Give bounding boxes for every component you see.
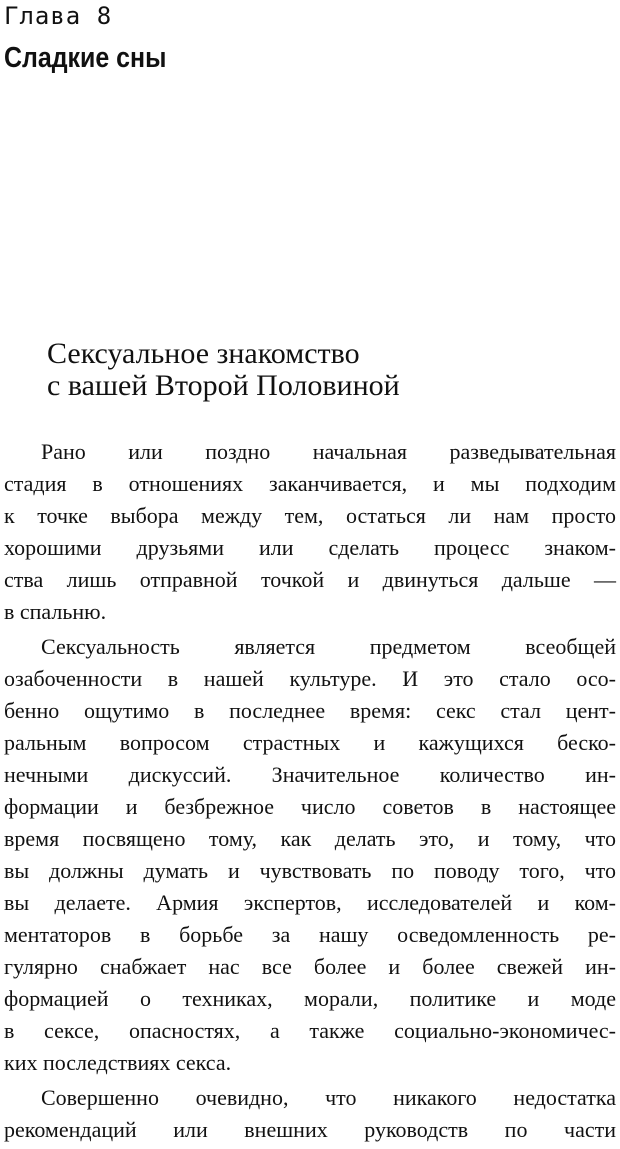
paragraph-line: гулярно снабжает нас все более и более свежей ин-: [4, 954, 616, 979]
paragraph-line: вы делаете. Армия экспертов, исследователей и ком-: [4, 890, 616, 915]
paragraph: [4, 1082, 616, 1146]
paragraph-line: бенно ощутимо в последнее время: секс стал цент-: [4, 698, 616, 723]
paragraph-line: ства лишь отправной точкой и двинуться дальше —: [4, 567, 616, 592]
paragraph-line: хорошими друзьями или сделать процесс знаком-: [4, 535, 616, 560]
paragraph-line: Рано или поздно начальная разведывательная: [41, 439, 616, 464]
paragraph-line: озабоченности в нашей культуре. И это стало осо-: [4, 666, 616, 691]
paragraph-line: ких последствиях секса.: [4, 1050, 232, 1075]
body-text: [4, 436, 616, 1149]
section-heading: [47, 336, 567, 400]
paragraph-line: формации и безбрежное число советов в настоящее: [4, 794, 616, 819]
paragraph-line: формацией о техниках, морали, политике и моде: [4, 986, 616, 1011]
paragraph-line: в сексе, опасностях, а также социально-экономичес-: [4, 1018, 616, 1043]
paragraph-line: Сексуальность является предметом всеобщей: [41, 634, 616, 659]
paragraph-line: в спальню.: [4, 599, 107, 624]
paragraph: [4, 631, 616, 1079]
paragraph-line: Совершенно очевидно, что никакого недостатка: [41, 1085, 616, 1110]
paragraph: [4, 436, 616, 628]
paragraph-line: ментаторов в борьбе за нашу осведомленность ре-: [4, 922, 616, 947]
paragraph-line: рекомендаций или внешних руководств по части: [4, 1117, 616, 1142]
paragraph-line: стадия в отношениях заканчивается, и мы подходим: [4, 471, 616, 496]
paragraph-line: нечными дискуссий. Значительное количество ин-: [4, 762, 616, 787]
paragraph-line: вы должны думать и чувствовать по поводу того, что: [4, 858, 616, 883]
chapter-title: Сладкие сны: [4, 42, 167, 74]
paragraph-line: ральным вопросом страстных и кажущихся беско-: [4, 730, 616, 755]
section-heading-line: с вашей Второй Половиной: [47, 369, 400, 402]
chapter-label: Глава 8: [4, 2, 113, 30]
paragraph-line: к точке выбора между тем, остаться ли нам просто: [4, 503, 616, 528]
paragraph-line: время посвящено тому, как делать это, и тому, что: [4, 826, 616, 851]
section-heading-line: Сексуальное знакомство: [47, 337, 360, 370]
